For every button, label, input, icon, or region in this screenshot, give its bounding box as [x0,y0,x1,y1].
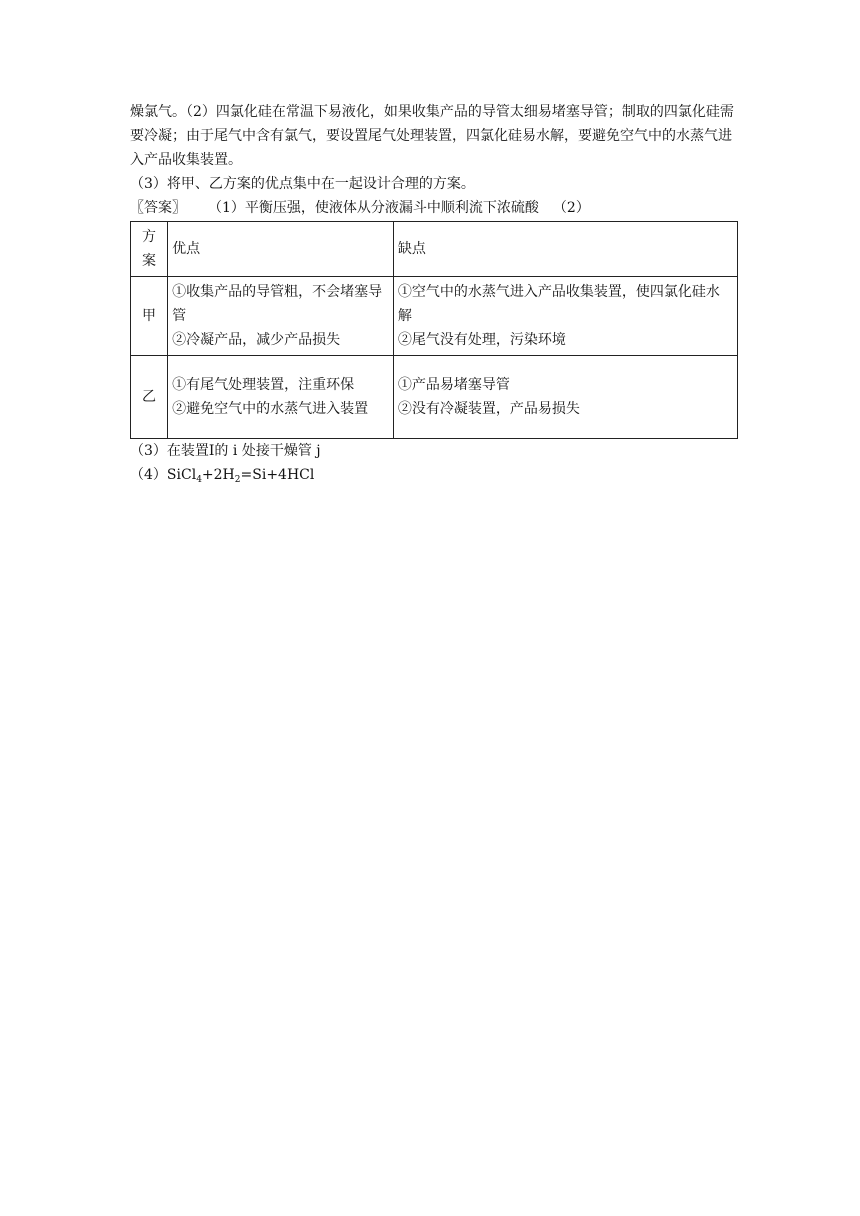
equation-h: +2H [201,467,235,483]
advantages-cell [168,356,394,439]
equation-products: =Si+4HCl [240,467,315,483]
explanation-paragraph: 燥氯气。（2）四氯化硅在常温下易液化，如果收集产品的导管太细易堵塞导管；制取的四氯化硅需要冷凝；由于尾气中含有氯气，要设置尾气处理装置，四氯化硅易水解，要避免空气中的水蒸气进入产品收集装置。 [130,104,734,168]
answer-part3: （3）在装置Ⅰ的 i 处接干燥管 j [130,443,321,459]
advantage-item: ②避免空气中的水蒸气进入装置 [172,401,369,417]
scheme-comparison-table [130,221,738,439]
header-scheme [131,222,168,277]
answer-label: 〖答案〗 [130,200,186,216]
answer-line [130,196,740,220]
disadvantages-cell [393,277,737,356]
disadvantage-item: ①产品易堵塞导管 [397,377,510,393]
document-page [130,100,740,487]
answer-part2: （2） [552,200,590,216]
header-disadvantages: 缺点 [393,222,737,277]
equation-prefix: （4） [130,467,167,483]
table-row [131,277,738,356]
answer-part1: （1）平衡压强，使液体从分液漏斗中顺利流下浓硫酸 [208,200,539,216]
header-scheme-char2: 案 [142,253,157,269]
explanation-part3: （3）将甲、乙方案的优点集中在一起设计合理的方案。 [130,176,475,192]
advantage-item: ①有尾气处理装置，注重环保 [172,377,355,393]
disadvantage-item: ②尾气没有处理，污染环境 [397,332,566,348]
header-advantages: 优点 [168,222,394,277]
equation-subscript-2: 2 [234,475,241,485]
equation-sicl: SiCl [166,467,197,483]
table-row [131,356,738,439]
answer-part4-equation [130,463,740,487]
advantage-item: ②冷凝产品，减少产品损失 [172,332,341,348]
scheme-name: 甲 [131,277,168,356]
disadvantage-item: ②没有冷凝装置，产品易损失 [397,401,580,417]
advantages-cell [168,277,394,356]
equation-subscript-4: 4 [196,475,202,485]
disadvantage-item: ①空气中的水蒸气进入产品收集装置，使四氯化硅水解 [397,284,720,324]
table-header-row [131,222,738,277]
advantage-item: ①收集产品的导管粗，不会堵塞导管 [172,284,383,324]
header-scheme-char1: 方 [142,229,157,245]
disadvantages-cell [393,356,737,439]
scheme-name: 乙 [131,356,168,439]
